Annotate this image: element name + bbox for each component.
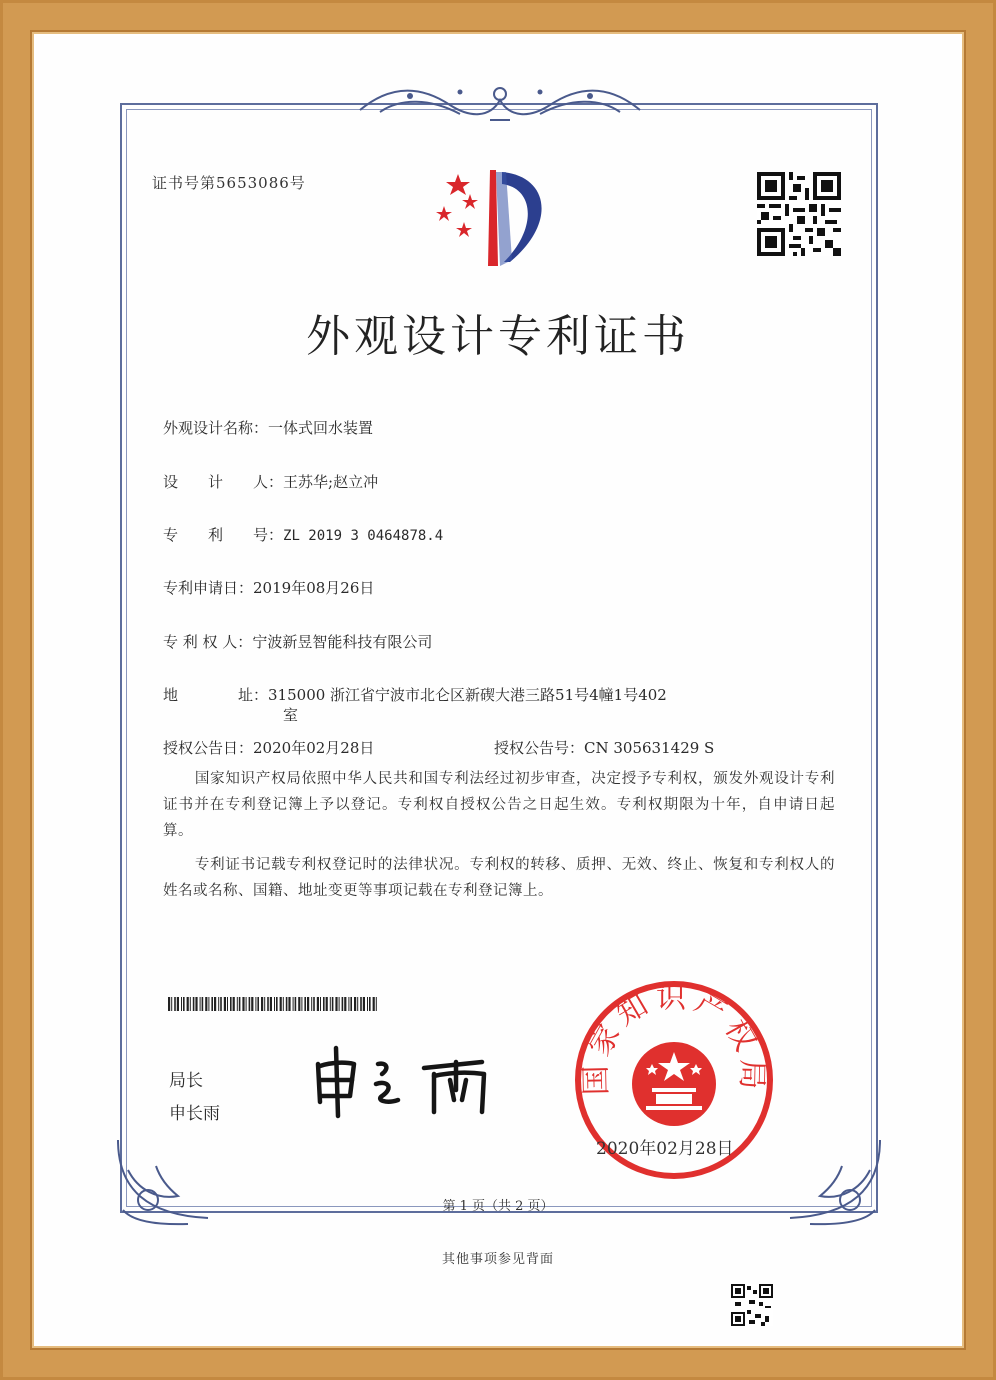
designer-row (163, 471, 378, 492)
page-number: 第 1 页（共 2 页） (442, 1199, 554, 1214)
seal-date: 2020年02月28日 (596, 1139, 734, 1159)
director-name: 申长雨 (169, 1104, 220, 1124)
designer-value: 王苏华;赵立冲 (283, 473, 379, 491)
footer-note: 其他事项参见背面 (441, 1252, 554, 1267)
filing-date-row (163, 577, 374, 598)
bottom-right-ornament-icon (780, 1130, 890, 1230)
design-name-row (163, 417, 373, 438)
announce-number-label: 授权公告号： (494, 739, 585, 757)
announce-date-value: 2020年02月28日 (253, 739, 375, 757)
page-title: 外观设计专利证书 (306, 311, 690, 362)
filing-date-label: 专利申请日： (163, 579, 254, 597)
design-name-value: 一体式回水装置 (268, 419, 374, 437)
paragraph-grant: 国家知识产权局依照中华人民共和国专利法经过初步审查，决定授予专利权，颁发外观设计专利证书并在专利登记簿上予以登记。专利权自授权公告之日起生效。专利权期限为十年，自申请日起算。 (163, 771, 835, 839)
seal-text: 国家知识产权局 (578, 980, 770, 1096)
small-qr-code-icon (731, 1284, 773, 1326)
design-name-label: 外观设计名称： (163, 419, 269, 437)
qr-code-icon (757, 172, 841, 256)
top-ornament-icon (350, 80, 650, 128)
patent-logo-icon (430, 162, 570, 274)
address-continued: 室 (283, 706, 299, 724)
announce-number-value: CN 305631429 S (584, 739, 715, 757)
address-label: 地 址： (163, 686, 269, 704)
patent-number-label: 专 利 号： (163, 526, 284, 544)
signature-icon (306, 1040, 506, 1120)
patentee-label: 专 利 权 人： (163, 633, 253, 651)
patent-number-value: ZL 2019 3 0464878.4 (283, 528, 444, 544)
patent-number-row (163, 524, 443, 545)
director-title: 局长 (169, 1071, 203, 1091)
certificate-number: 证书号第5653086号 (152, 174, 306, 192)
barcode-icon (168, 997, 380, 1011)
announce-date-label: 授权公告日： (163, 739, 254, 757)
patentee-row (163, 631, 432, 652)
filing-date-value: 2019年08月26日 (253, 579, 375, 597)
designer-label: 设 计 人： (163, 473, 284, 491)
announce-date-row (163, 737, 374, 758)
address-row (163, 684, 667, 705)
bottom-left-ornament-icon (108, 1130, 218, 1230)
address-value: 315000 浙江省宁波市北仑区新碶大港三路51号4幢1号402 (268, 686, 667, 704)
patentee-value: 宁波新昱智能科技有限公司 (252, 633, 433, 651)
announce-number-row (494, 737, 714, 758)
paragraph-legal-status: 专利证书记载专利权登记时的法律状况。专利权的转移、质押、无效、终止、恢复和专利权人的姓名或名称、国籍、地址变更等事项记载在专利登记簿上。 (163, 857, 835, 899)
